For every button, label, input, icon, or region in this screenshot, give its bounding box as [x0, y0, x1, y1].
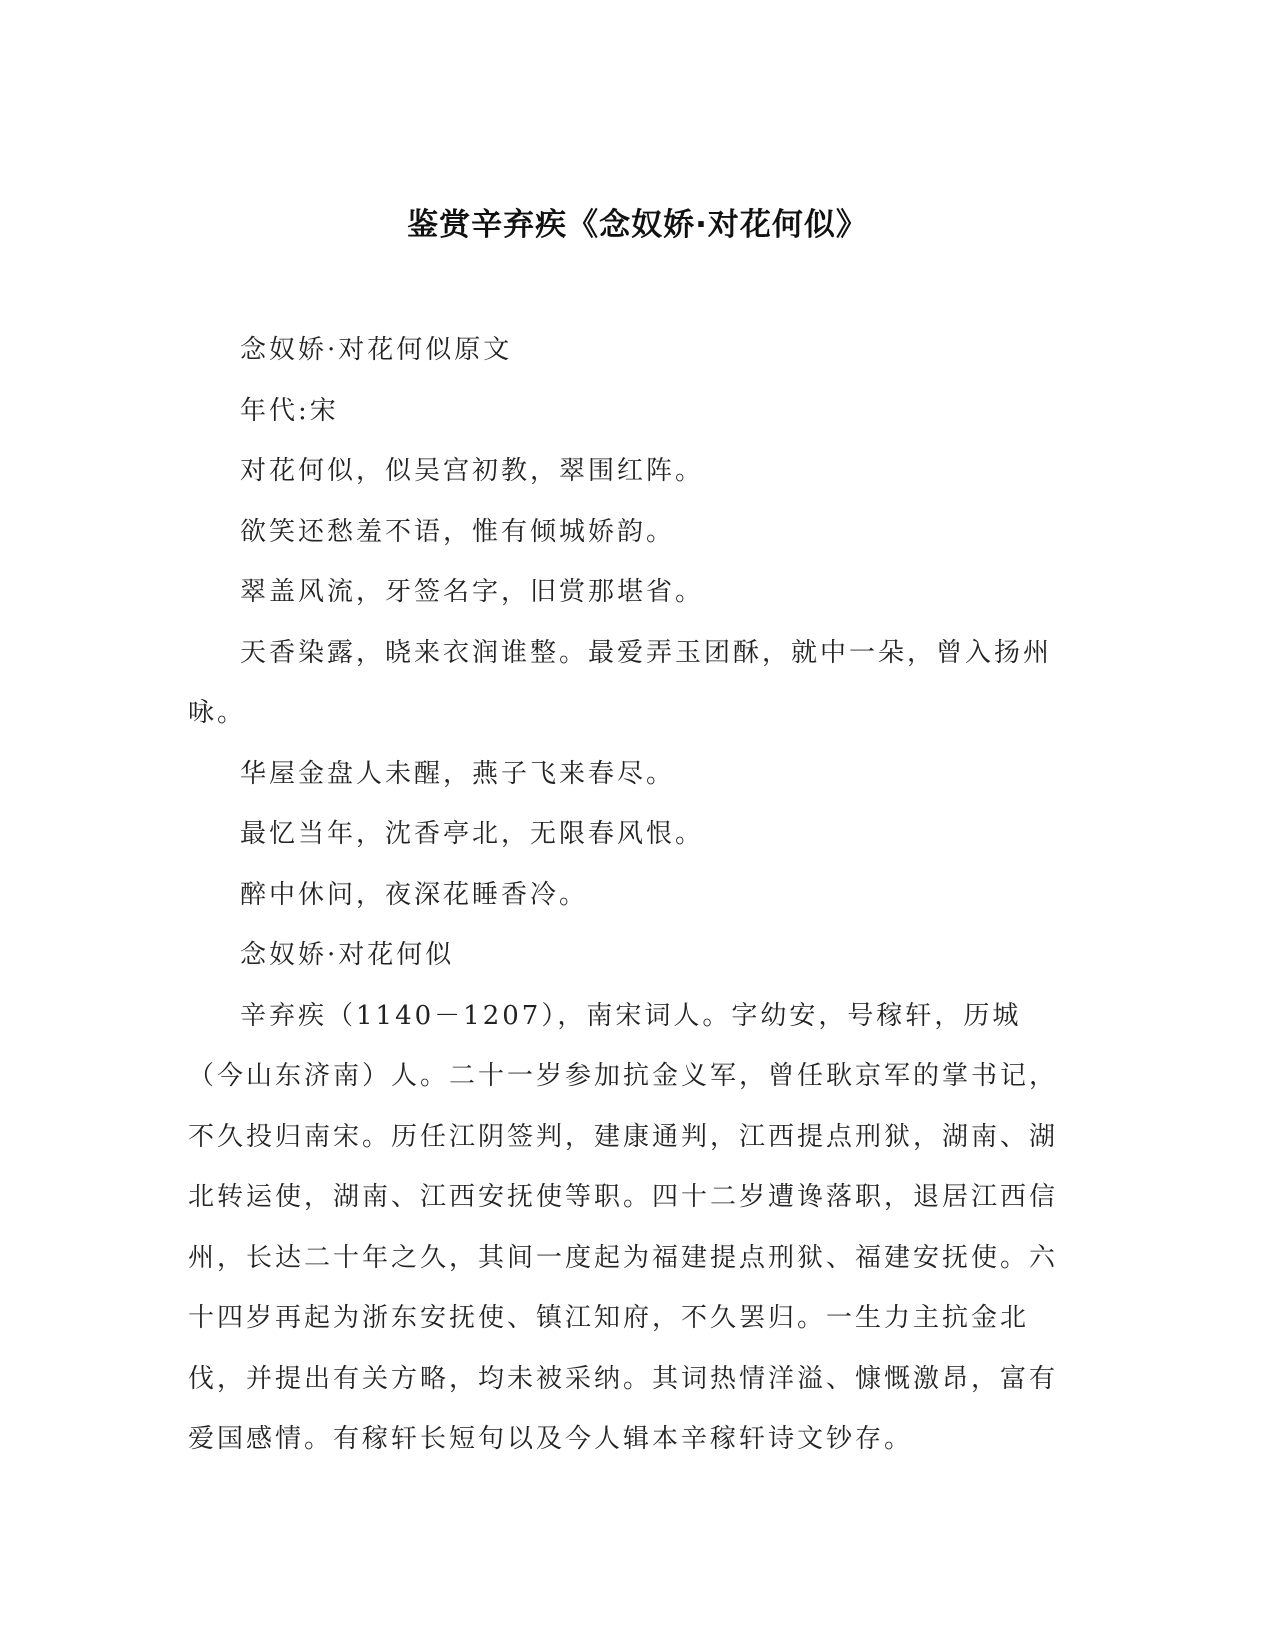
paragraph-poem-line: 最忆当年，沈香亭北，无限春风恨。 — [240, 819, 705, 849]
paragraph-poem-line: 醉中休问，夜深花睡香冷。 — [240, 879, 589, 910]
paragraph-poem-heading: 念奴娇·对花何似原文 — [240, 335, 513, 365]
document-title: 鉴赏辛弃疾《念奴娇·对花何似》 — [407, 207, 868, 243]
paragraph-era: 年代:宋 — [240, 395, 339, 426]
paragraph-poem-line: 对花何似，似吴宫初教，翠围红阵。 — [240, 456, 705, 486]
paragraph-poem-line: 天香染露，晓来衣润谁整。最爱弄玉团酥，就中一朵，曾入扬州咏。 — [188, 637, 1053, 728]
paragraph-poem-line: 欲笑还愁羞不语，惟有倾城娇韵。 — [240, 516, 676, 547]
paragraph-poem-title: 念奴娇·对花何似 — [240, 940, 455, 970]
paragraph-author-bio: 辛弃疾（1140－1207），南宋词人。字幼安，号稼轩，历城（今山东济南）人。二十一岁参加抗金义军，曾任耿京军的掌书记，不久投归南宋。历任江阴签判，建康通判，江西提点刑狱，湖南、湖北转运使，湖南、江西安抚使等职。四十二岁遭谗落职，退居江西信州，长达二十年之久，其间一度起为福建提点刑狱、福建安抚使。六十四岁再起为浙东安抚使、镇江知府，不久罢归。一生力主抗金北伐，并提出有关方略，均未被采纳。其词热情洋溢、慷慨激昂，富有爱国感情。有稼轩长短句以及今人辑本辛稼轩诗文钞存。 — [188, 1000, 1059, 1454]
paragraph-poem-line: 华屋金盘人未醒，燕子飞来春尽。 — [240, 758, 676, 789]
paragraph-poem-line: 翠盖风流，牙签名字，旧赏那堪省。 — [240, 577, 705, 607]
document-body — [188, 320, 1078, 1470]
